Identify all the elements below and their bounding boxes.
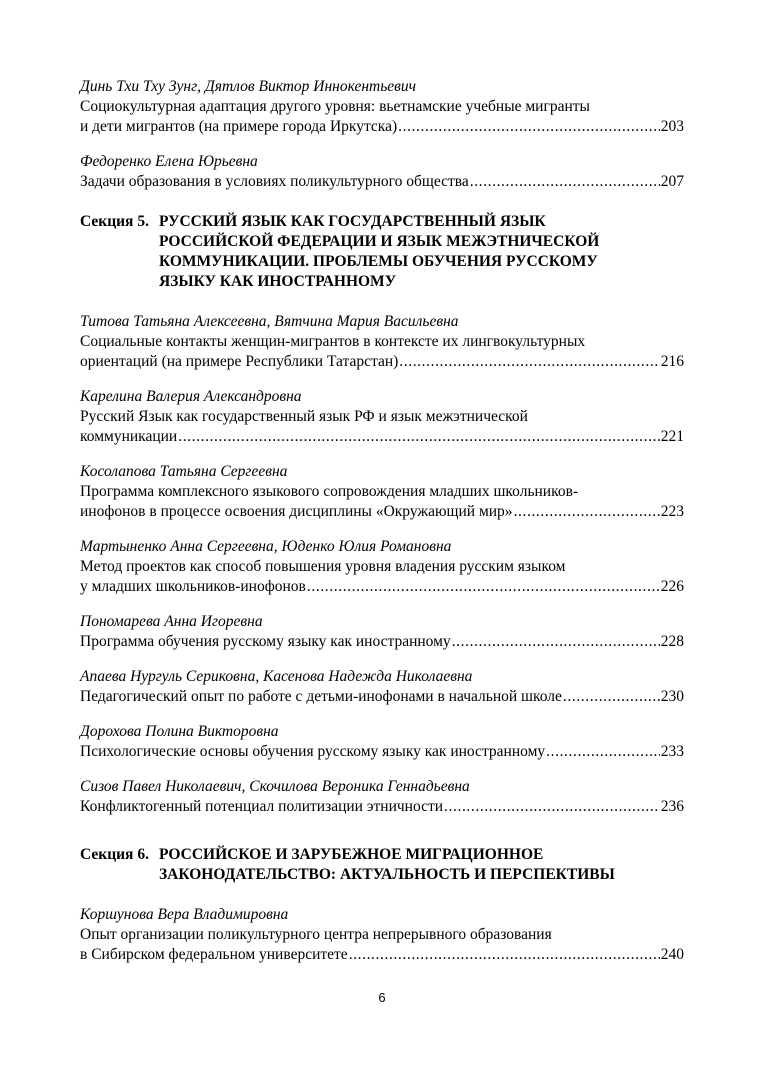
entry-authors: Сизов Павел Николаевич, Скочилова Вероника Геннадьевна bbox=[80, 778, 470, 795]
section-title-line: ЗАКОНОДАТЕЛЬСТВО: АКТУАЛЬНОСТЬ И ПЕРСПЕКТИВЫ bbox=[159, 866, 615, 883]
entry-authors: Титова Татьяна Алексеевна, Вятчина Мария Васильевна bbox=[80, 313, 459, 330]
entry-authors: Карелина Валерия Александровна bbox=[80, 388, 302, 405]
section-heading-5 bbox=[80, 212, 684, 292]
entry-page-number: 223 bbox=[660, 503, 684, 520]
page-number: 6 bbox=[378, 990, 386, 1005]
entry-authors: Мартыненко Анна Сергеевна, Юденко Юлия Романовна bbox=[80, 538, 452, 555]
toc-entry bbox=[80, 312, 684, 372]
section-heading-6 bbox=[80, 845, 684, 885]
dot-leader bbox=[546, 742, 660, 762]
entry-page-number: 228 bbox=[660, 633, 684, 650]
entry-title-text: и дети мигрантов (на примере города Иркутска) bbox=[80, 118, 398, 135]
entry-page-number: 230 bbox=[660, 688, 684, 705]
section-title-line: КОММУНИКАЦИИ. ПРОБЛЕМЫ ОБУЧЕНИЯ РУССКОМУ bbox=[159, 253, 598, 270]
toc-entry bbox=[80, 537, 684, 597]
entry-page-number: 233 bbox=[660, 743, 684, 760]
toc-entry bbox=[80, 667, 684, 707]
entry-title-line: Социальные контакты женщин-мигрантов в контексте их лингвокультурных bbox=[80, 333, 586, 350]
entry-title-text: Психологические основы обучения русскому языку как иностранному bbox=[80, 743, 546, 760]
entry-authors: Апаева Нургуль Сериковна, Касенова Надежда Николаевна bbox=[80, 668, 473, 685]
section-title-line: ЯЗЫКУ КАК ИНОСТРАННОМУ bbox=[159, 273, 397, 290]
toc-entry bbox=[80, 77, 684, 137]
toc-entry bbox=[80, 722, 684, 762]
section-label: Секция 6. bbox=[80, 846, 153, 863]
entry-title-text: Конфликтогенный потенциал политизации этничности bbox=[80, 798, 444, 815]
entry-title-last-line bbox=[80, 577, 684, 597]
entry-title-line: Социокультурная адаптация другого уровня: вьетнамские учебные мигранты bbox=[80, 98, 590, 115]
entry-title-last-line bbox=[80, 117, 684, 137]
entry-title-line: Русский Язык как государственный язык РФ и язык межэтнической bbox=[80, 408, 528, 425]
entry-title-text: в Сибирском федеральном университете bbox=[80, 946, 348, 963]
dot-leader bbox=[399, 352, 659, 372]
entry-title-last-line bbox=[80, 172, 684, 192]
entry-title-last-line bbox=[80, 632, 684, 652]
entry-title-last-line bbox=[80, 687, 684, 707]
entry-title-last-line bbox=[80, 352, 684, 372]
dot-leader bbox=[563, 687, 660, 707]
entry-authors: Пономарева Анна Игоревна bbox=[80, 613, 263, 630]
entry-authors: Коршунова Вера Владимировна bbox=[80, 906, 289, 923]
dot-leader bbox=[349, 945, 660, 965]
entry-title-last-line bbox=[80, 945, 684, 965]
dot-leader bbox=[470, 172, 660, 192]
toc-entry bbox=[80, 462, 684, 522]
entry-authors: Федоренко Елена Юрьевна bbox=[80, 153, 258, 170]
toc-entry bbox=[80, 777, 684, 817]
toc-entry bbox=[80, 905, 684, 965]
entry-title-last-line bbox=[80, 502, 684, 522]
entry-title-last-line bbox=[80, 742, 684, 762]
toc-entry bbox=[80, 612, 684, 652]
entry-title-text: инофонов в процессе освоения дисциплины «Окружающий мир» bbox=[80, 503, 513, 520]
entry-title-text: коммуникации bbox=[80, 428, 178, 445]
dot-leader bbox=[452, 632, 660, 652]
section-label: Секция 5. bbox=[80, 213, 153, 230]
dot-leader bbox=[307, 577, 660, 597]
section-title-line: РУССКИЙ ЯЗЫК КАК ГОСУДАРСТВЕННЫЙ ЯЗЫК bbox=[159, 213, 546, 230]
toc-entry bbox=[80, 387, 684, 447]
section-title bbox=[159, 845, 684, 885]
entry-title-text: у младших школьников-инофонов bbox=[80, 578, 306, 595]
entry-title-last-line bbox=[80, 797, 684, 817]
dot-leader bbox=[178, 427, 660, 447]
entry-title-line: Метод проектов как способ повышения уровня владения русским языком bbox=[80, 558, 566, 575]
entry-title-text: ориентаций (на примере Республики Татарстан) bbox=[80, 353, 399, 370]
entry-page-number: 216 bbox=[660, 353, 684, 370]
section-title-line: РОССИЙСКОЕ И ЗАРУБЕЖНОЕ МИГРАЦИОННОЕ bbox=[159, 846, 544, 863]
entry-title-text: Программа обучения русскому языку как иностранному bbox=[80, 633, 451, 650]
entry-authors: Динь Тхи Тху Зунг, Дятлов Виктор Иннокентьевич bbox=[80, 78, 417, 95]
entry-page-number: 240 bbox=[660, 946, 684, 963]
entry-page-number: 203 bbox=[660, 118, 684, 135]
entry-page-number: 221 bbox=[660, 428, 684, 445]
entry-page-number: 207 bbox=[660, 173, 684, 190]
toc-entry bbox=[80, 152, 684, 192]
entry-title-line: Опыт организации поликультурного центра непрерывного образования bbox=[80, 926, 552, 943]
table-of-contents bbox=[80, 77, 684, 980]
section-title bbox=[159, 212, 684, 292]
entry-authors: Косолапова Татьяна Сергеевна bbox=[80, 463, 288, 480]
section-title-line: РОССИЙСКОЙ ФЕДЕРАЦИИ И ЯЗЫК МЕЖЭТНИЧЕСКОЙ bbox=[159, 233, 600, 250]
entry-page-number: 236 bbox=[660, 798, 684, 815]
entry-authors: Дорохова Полина Викторовна bbox=[80, 723, 279, 740]
dot-leader bbox=[444, 797, 660, 817]
entry-title-text: Педагогический опыт по работе с детьми-инофонами в начальной школе bbox=[80, 688, 562, 705]
dot-leader bbox=[514, 502, 660, 522]
entry-title-line: Программа комплексного языкового сопровождения младших школьников- bbox=[80, 483, 579, 500]
entry-page-number: 226 bbox=[660, 578, 684, 595]
entry-title-text: Задачи образования в условиях поликультурного общества bbox=[80, 173, 469, 190]
entry-title-last-line bbox=[80, 427, 684, 447]
dot-leader bbox=[398, 117, 660, 137]
